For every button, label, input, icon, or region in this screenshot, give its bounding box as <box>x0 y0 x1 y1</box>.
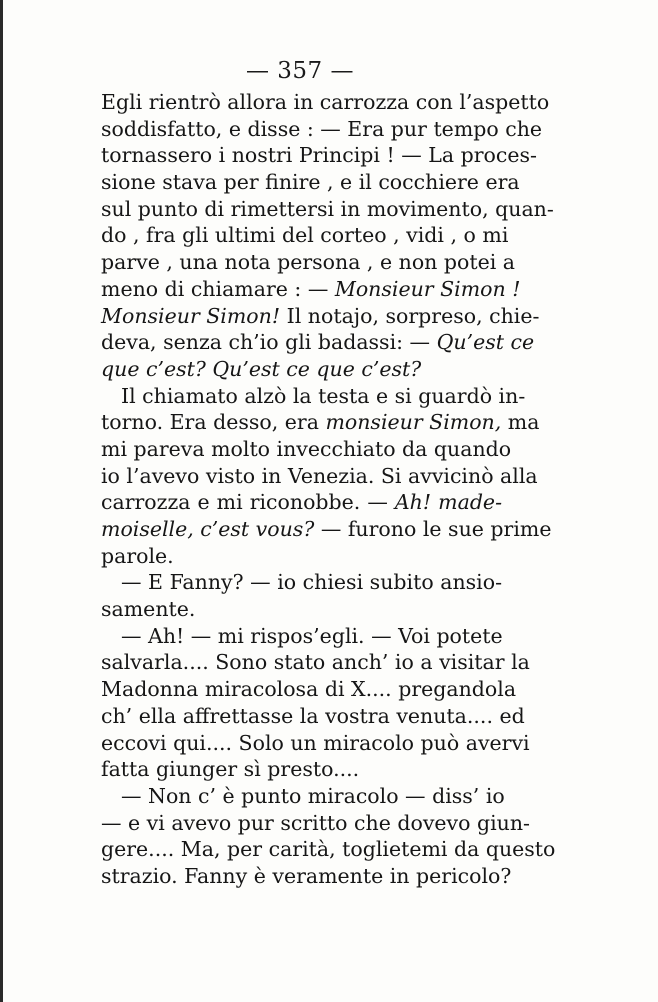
italic-text: monsieur Simon, <box>325 410 502 435</box>
text-line <box>101 383 526 410</box>
text-line <box>101 516 552 543</box>
italic-text: Qu’est ce <box>436 330 535 355</box>
text-segment: parve , una nota persona , e non potei a <box>101 250 516 275</box>
text-segment: torno. Era desso, era <box>101 410 326 435</box>
text-line <box>101 543 502 570</box>
text-line <box>101 623 502 650</box>
text-line <box>101 596 502 623</box>
text-line <box>101 409 540 436</box>
text-line <box>101 756 502 783</box>
text-segment: sione stava per finire , e il cocchiere era <box>101 170 520 195</box>
text-line <box>101 836 556 863</box>
text-line <box>101 329 535 356</box>
text-segment: — E Fanny? — io chiesi subito ansio- <box>121 570 502 595</box>
text-line <box>101 116 543 143</box>
text-line <box>101 489 502 516</box>
text-segment: eccovi qui.... Solo un miracolo può avervi <box>101 730 530 755</box>
text-line <box>101 196 554 223</box>
page-number: — 357 — <box>245 58 355 84</box>
text-line <box>101 222 509 249</box>
text-segment: Il notajo, sorpreso, chie- <box>280 303 540 328</box>
italic-text: moiselle, c’est vous? <box>101 517 315 541</box>
text-line <box>101 863 512 890</box>
text-line <box>101 169 520 196</box>
text-segment: Il chiamato alzò la testa e si guardò in- <box>121 383 526 408</box>
text-segment: gere.... Ma, per carità, toglietemi da questo <box>101 837 556 862</box>
italic-text: Monsieur Simon ! <box>334 276 521 301</box>
text-line <box>101 569 502 596</box>
italic-text: que c’est? Qu’est ce que c’est? <box>101 356 422 381</box>
text-line <box>101 303 540 330</box>
text-segment: tornassero i nostri Principi ! — La proces- <box>101 143 537 168</box>
text-line <box>101 436 512 463</box>
text-line <box>101 649 530 676</box>
text-segment: ch’ ella affrettasse la vostra venuta.... ed <box>101 703 525 728</box>
text-segment: Madonna miracolosa di X.... pregandola <box>101 677 517 702</box>
text-segment: parole. <box>101 543 174 568</box>
page-edge <box>0 0 3 1002</box>
text-line <box>101 730 530 757</box>
text-segment: — Ah! — mi rispos’egli. — Voi potete <box>121 623 503 648</box>
text-segment: do , fra gli ultimi del corteo , vidi , o mi <box>101 223 509 248</box>
text-segment: — e vi avevo pur scritto che dovevo giun- <box>101 810 530 835</box>
text-segment: Egli rientrò allora in carrozza con l’aspetto <box>101 90 550 114</box>
text-segment: — Non c’ è punto miracolo — diss’ io <box>121 783 505 808</box>
text-segment: mi pareva molto invecchiato da quando <box>101 436 512 461</box>
text-segment: deva, senza ch’io gli badassi: — <box>101 330 437 355</box>
text-line <box>101 463 538 490</box>
text-segment: — furono le sue prime <box>314 517 552 541</box>
italic-text: Ah! made- <box>394 490 502 515</box>
text-segment: fatta giunger sì presto.... <box>101 757 360 782</box>
text-segment: carrozza e mi riconobbe. — <box>101 490 395 515</box>
text-line <box>101 89 550 116</box>
text-segment: sul punto di rimettersi in movimento, quan- <box>101 196 554 221</box>
italic-text: Monsieur Simon! <box>101 303 281 328</box>
text-line <box>101 703 525 730</box>
text-segment: io l’avevo visto in Venezia. Si avvicinò alla <box>101 463 538 488</box>
text-line <box>101 276 521 303</box>
text-line <box>101 356 502 383</box>
body-text <box>101 89 556 890</box>
text-segment: samente. <box>101 597 196 622</box>
text-line <box>101 142 537 169</box>
text-line <box>101 676 517 703</box>
text-line <box>101 783 505 810</box>
text-segment: strazio. Fanny è veramente in pericolo? <box>101 863 512 888</box>
text-line <box>101 249 516 276</box>
text-segment: salvarla.... Sono stato anch’ io a visitar la <box>101 650 530 675</box>
text-segment: meno di chiamare : — <box>101 276 335 301</box>
text-line <box>101 810 530 837</box>
text-segment: soddisfatto, e disse : — Era pur tempo che <box>101 116 543 141</box>
text-segment: ma <box>501 410 540 435</box>
